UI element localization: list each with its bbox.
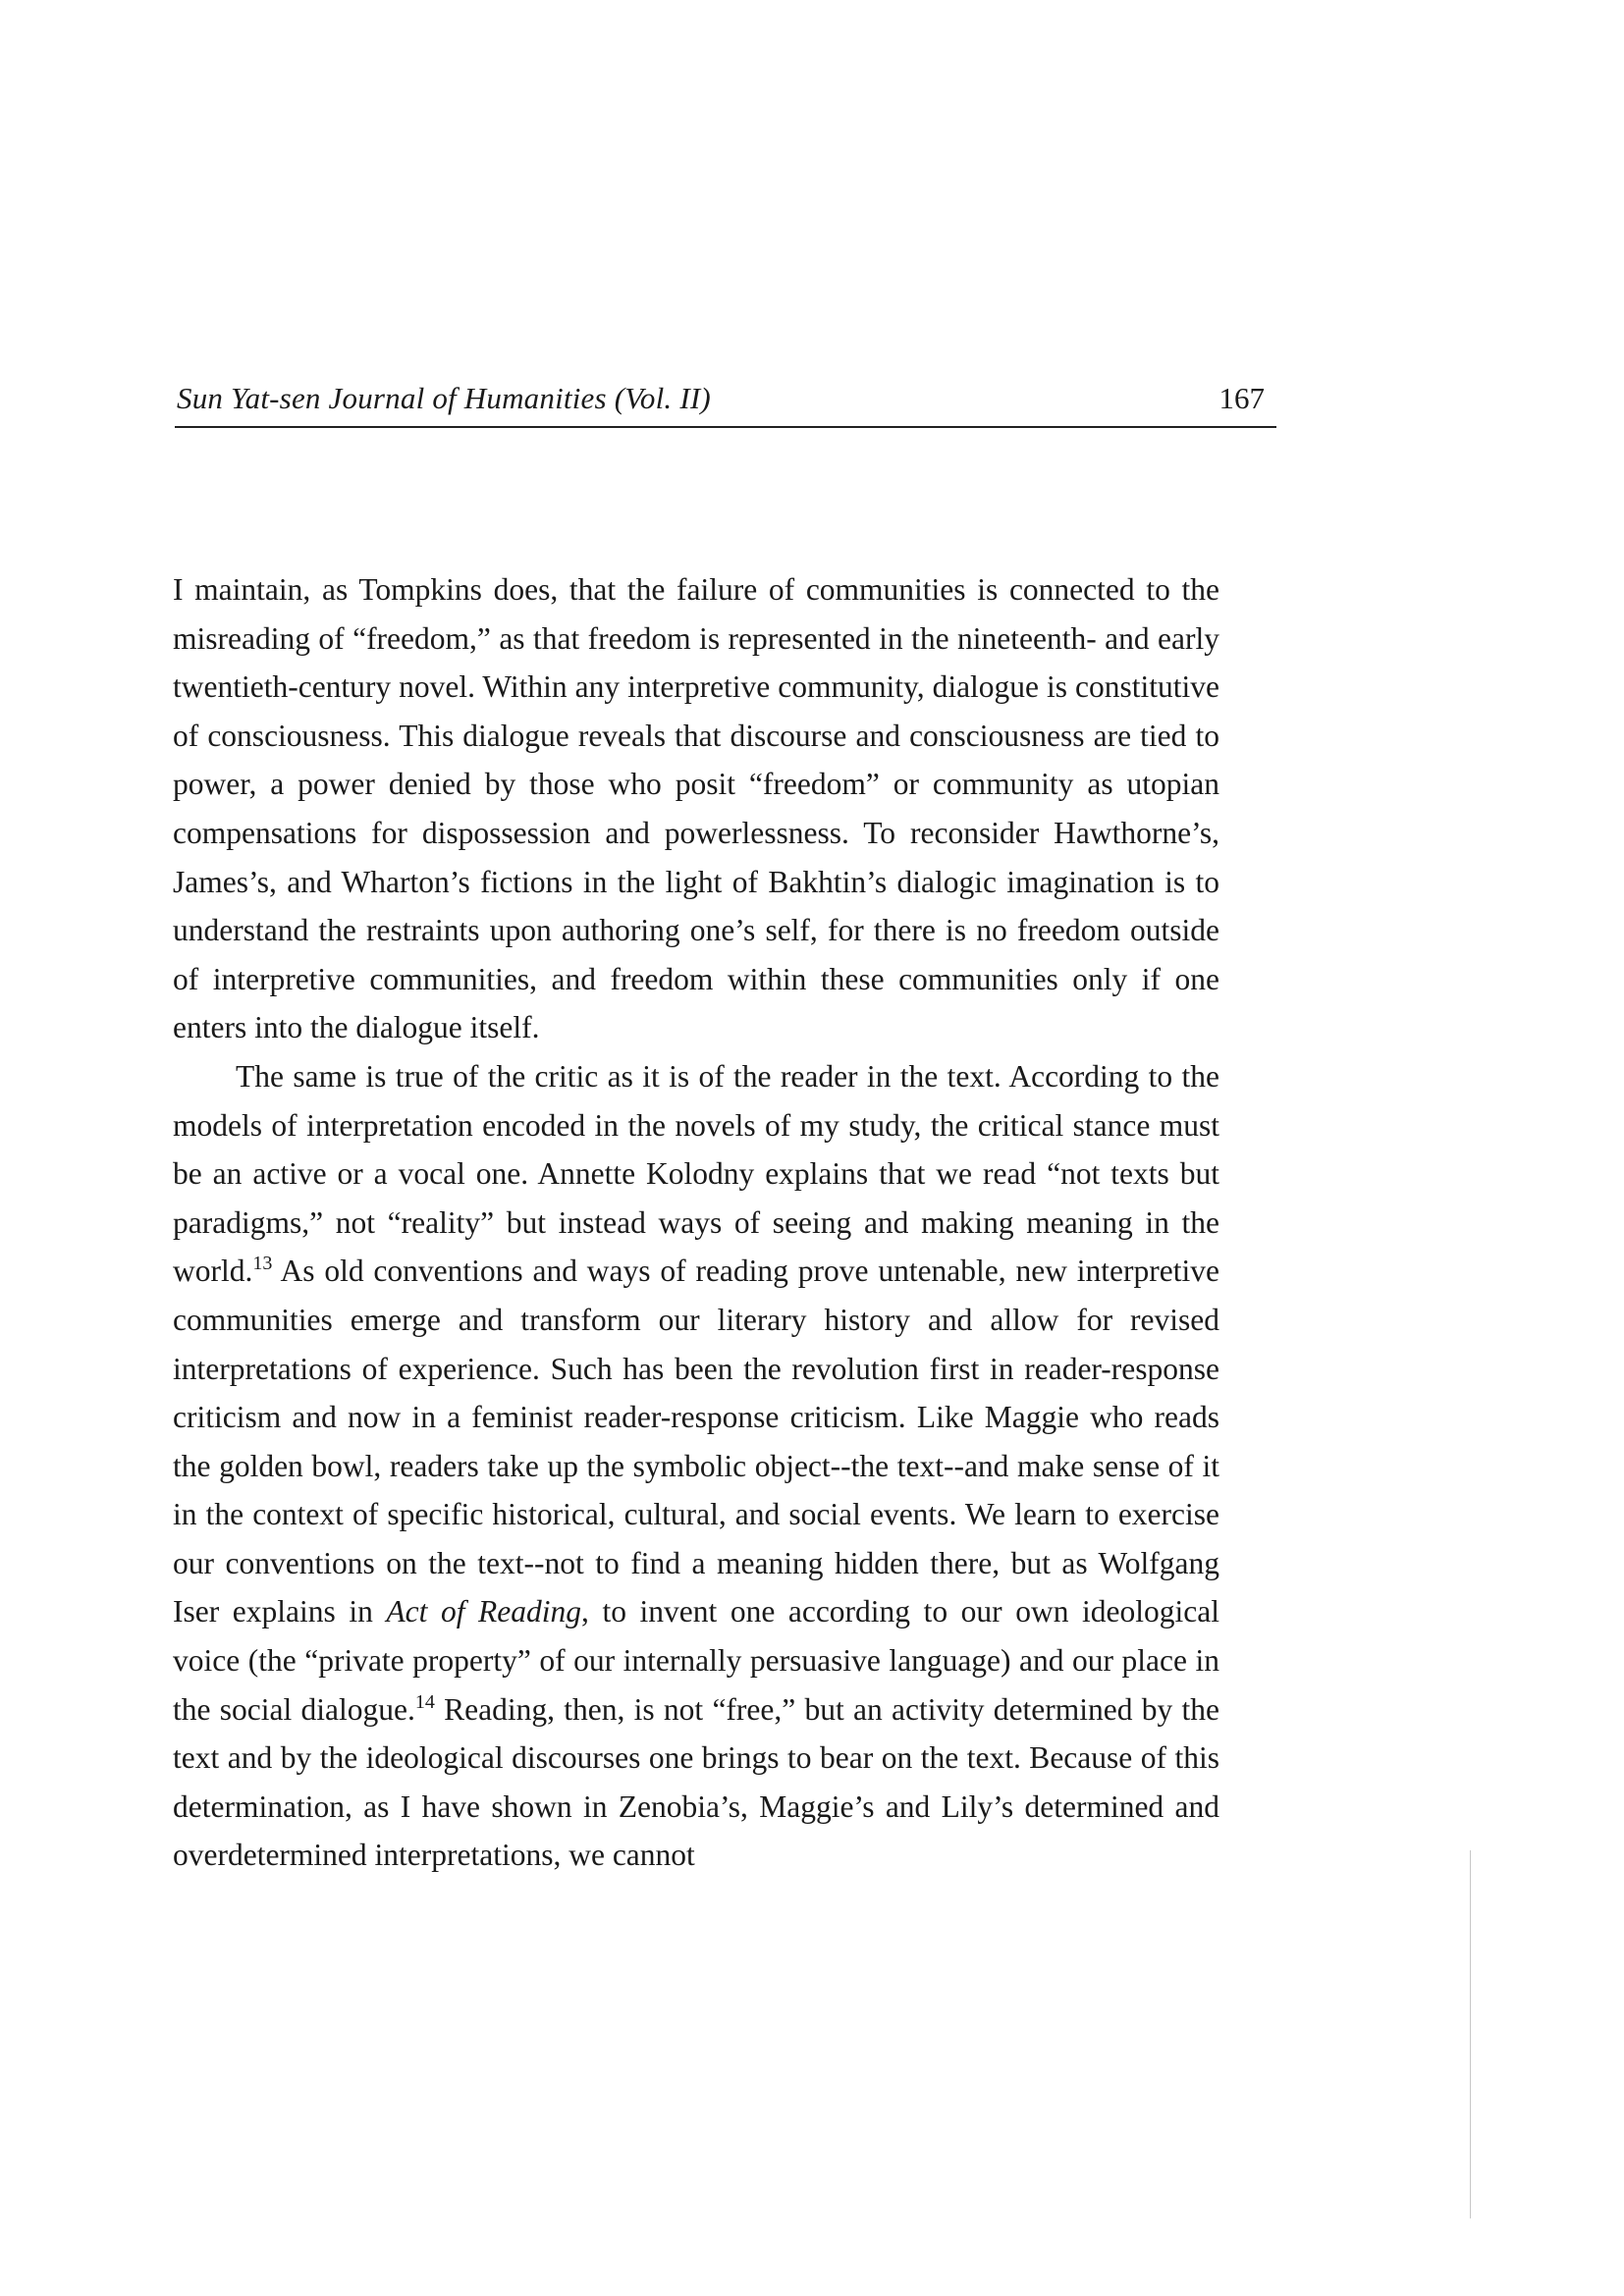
journal-title: Sun Yat-sen Journal of Humanities (Vol. II) (177, 381, 711, 415)
running-header (175, 381, 1276, 428)
paragraph-2-text-a: The same is true of the critic as it is of the reader in the text. According to the models of interpretation encoded in the novels of my study, the critical stance must be an active or a vocal one. Annette Kolodny explains that we read “not texts but paradigms,” not “reality” but instead ways of seeing and making meaning in the world. (173, 1058, 1219, 1289)
body-text (173, 565, 1219, 1880)
book-title: Act of Reading (386, 1594, 581, 1629)
page-number: 167 (1218, 381, 1265, 415)
paragraph-1: I maintain, as Tompkins does, that the failure of communities is connected to the misreading of “freedom,” as that freedom is represented in the nineteenth- and early twentieth-century novel. Within any interpretive community, dialogue is constitutive of consciousness. This dialogue reveals that discourse and consciousness are tied to power, a power denied by those who posit “freedom” or community as utopian compensations for dispossession and powerlessness. To reconsider Hawthorne’s, James’s, and Wharton’s fictions in the light of Bakhtin’s dialogic imagination is to understand the restraints upon authoring one’s self, for there is no freedom outside of interpretive communities, and freedom within these communities only if one enters into the dialogue itself. (173, 572, 1219, 1045)
paragraph-2-text-b: As old conventions and ways of reading prove untenable, new interpretive communities emerge and transform our literary history and allow for revised interpretations of experience. Such has been the revolution first in reader-response criticism and now in a feminist reader-response criticism. Like Maggie who reads the golden bowl, readers take up the symbolic object--the text--and make sense of it in the context of specific historical, cultural, and social events. We learn to exercise our conventions on the text--not to find a meaning hidden there, but as Wolfgang Iser explains in (173, 1254, 1219, 1629)
paragraph-2-text-d: Reading, then, is not “free,” but an activity determined by the text and by the ideological discourses one brings to bear on the text. Because of this determination, as I have shown in Zenobia’s, Maggie’s and Lily’s determined and overdetermined interpretations, we cannot (173, 1691, 1219, 1873)
footnote-ref-13: 13 (252, 1253, 273, 1275)
scan-artifact-line (1470, 1850, 1471, 2218)
paragraph-2-text-c: , to invent one according to our own ideological voice (the “private property” of our internally persuasive language) and our place in the social dialogue. (173, 1594, 1220, 1727)
footnote-ref-14: 14 (414, 1690, 435, 1713)
paragraph-2 (173, 1052, 1219, 1880)
